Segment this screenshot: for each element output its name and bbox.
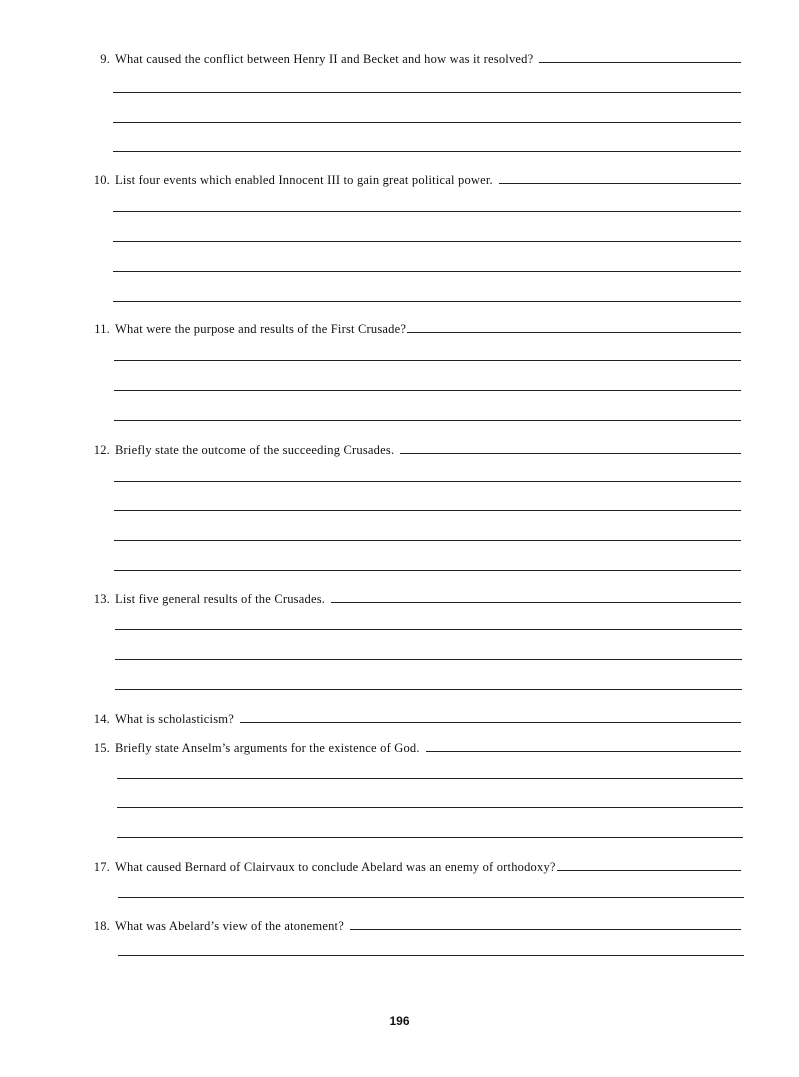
question-9 (88, 52, 741, 66)
answer-line[interactable] (114, 360, 741, 361)
answer-line[interactable] (114, 570, 741, 571)
answer-line[interactable] (113, 92, 741, 93)
question-text: What caused the conflict between Henry II and Becket and how was it resolved? (115, 52, 534, 66)
answer-line[interactable] (115, 689, 742, 690)
question-10 (88, 173, 741, 187)
answer-line[interactable] (114, 540, 741, 541)
question-text: What were the purpose and results of the First Crusade? (115, 322, 407, 336)
question-11 (88, 322, 741, 336)
answer-line[interactable] (539, 62, 741, 63)
question-12 (88, 443, 741, 457)
question-number: 15. (93, 741, 110, 755)
answer-line[interactable] (113, 151, 741, 152)
answer-line[interactable] (499, 183, 741, 184)
answer-line[interactable] (117, 837, 743, 838)
answer-line[interactable] (114, 510, 741, 511)
question-number: 13. (93, 592, 110, 606)
answer-line[interactable] (240, 722, 741, 723)
question-text: List four events which enabled Innocent III to gain great political power. (115, 173, 493, 187)
answer-line[interactable] (407, 332, 741, 333)
page-number: 196 (389, 1014, 410, 1028)
answer-line[interactable] (117, 778, 743, 779)
question-text: What caused Bernard of Clairvaux to conclude Abelard was an enemy of orthodoxy? (115, 860, 556, 874)
question-13 (88, 592, 741, 606)
question-number: 12. (93, 443, 110, 457)
answer-line[interactable] (115, 659, 742, 660)
answer-line[interactable] (350, 929, 741, 930)
answer-line[interactable] (118, 897, 744, 898)
answer-line[interactable] (118, 955, 744, 956)
answer-line[interactable] (114, 481, 741, 482)
question-text: Briefly state Anselm’s arguments for the existence of God. (115, 741, 420, 755)
answer-line[interactable] (113, 271, 741, 272)
answer-line[interactable] (113, 122, 741, 123)
question-number: 9. (100, 52, 110, 66)
question-17 (88, 860, 741, 874)
question-number: 11. (94, 322, 110, 336)
answer-line[interactable] (117, 807, 743, 808)
question-number: 17. (93, 860, 110, 874)
question-number: 10. (93, 173, 110, 187)
answer-line[interactable] (113, 211, 741, 212)
answer-line[interactable] (114, 390, 741, 391)
answer-line[interactable] (115, 629, 742, 630)
question-number: 14. (93, 712, 110, 726)
question-14 (88, 712, 741, 726)
answer-line[interactable] (113, 241, 741, 242)
question-18 (88, 919, 741, 933)
answer-line[interactable] (114, 420, 741, 421)
question-text: List five general results of the Crusades. (115, 592, 326, 606)
answer-line[interactable] (426, 751, 741, 752)
answer-line[interactable] (331, 602, 741, 603)
question-text: What is scholasticism? (115, 712, 234, 726)
answer-line[interactable] (557, 870, 741, 871)
question-text: Briefly state the outcome of the succeeding Crusades. (115, 443, 395, 457)
answer-line[interactable] (113, 301, 741, 302)
question-text: What was Abelard’s view of the atonement? (115, 919, 344, 933)
question-15 (88, 741, 741, 755)
answer-line[interactable] (400, 453, 741, 454)
question-number: 18. (93, 919, 110, 933)
